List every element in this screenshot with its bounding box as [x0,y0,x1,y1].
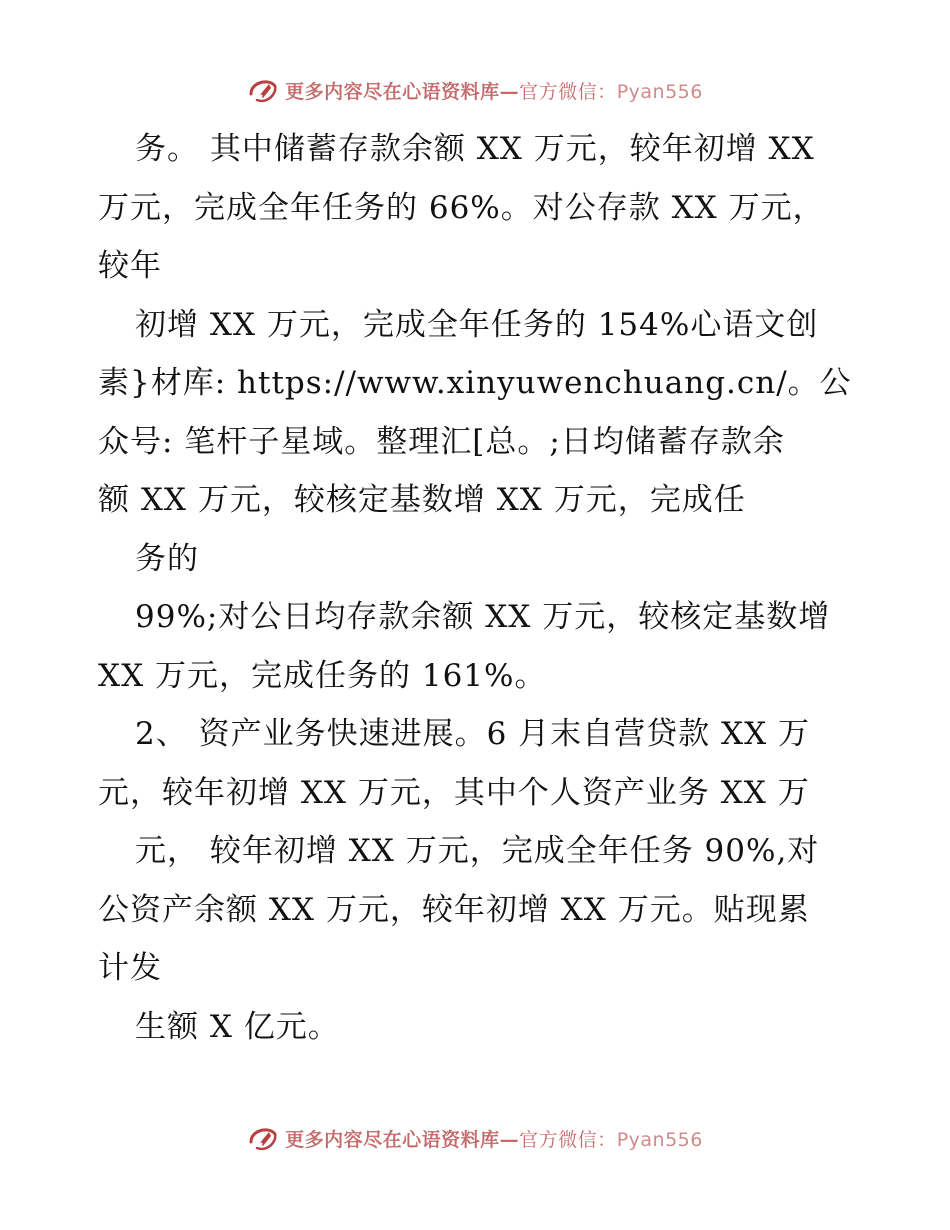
text-line: 2、 资产业务快速进展。6 月末自营贷款 XX 万 [135,716,810,752]
text-line: 生额 X 亿元。 [135,1008,340,1045]
header-banner [0,72,950,108]
pen-nib-swirl-logo-icon [247,1122,279,1154]
text-line: 务的 [135,540,199,577]
text-line: 元，较年初增 XX 万元，其中个人资产业务 XX 万 [98,774,810,811]
document-body [98,120,858,1056]
text-line: 99%;对公日均存款余额 XX 万元，较核定基数增 [135,599,831,635]
pen-nib-swirl-logo-icon [247,74,279,106]
banner-wechat-id: Pyan556 [616,80,703,103]
text-line: XX 万元，完成任务的 161%。 [98,657,547,694]
banner-title: 更多内容尽在心语资料库— [285,80,520,103]
text-line: 万元，完成全年任务的 66%。对公存款 XX 万元， [98,189,825,226]
text-line: 务。 其中储蓄存款余额 XX 万元，较年初增 XX [135,131,815,167]
text-line: 额 XX 万元，较核定基数增 XX 万元，完成任 [98,482,746,518]
text-line: 众号: 笔杆子星域。整理汇[总。;日均储蓄存款余 [98,423,785,460]
banner-title: 更多内容尽在心语资料库— [285,1128,520,1151]
text-line: 公资产余额 XX 万元，较年初增 XX 万元。贴现累 [98,891,810,928]
text-line: 元， 较年初增 XX 万元，完成全年任务 90%,对 [135,833,820,869]
footer-banner [0,1120,950,1156]
text-line: 计发 [98,950,162,986]
text-line: 素}材库: https://www.xinyuwenchuang.cn/。公 [98,365,852,401]
text-line: 初增 XX 万元，完成全年任务的 154%心语文创 [135,306,819,343]
banner-wechat-label: 官方微信： [519,1128,617,1151]
banner-wechat-id: Pyan556 [616,1128,703,1151]
banner-wechat-label: 官方微信： [519,80,617,103]
text-line: 较年 [98,248,162,284]
